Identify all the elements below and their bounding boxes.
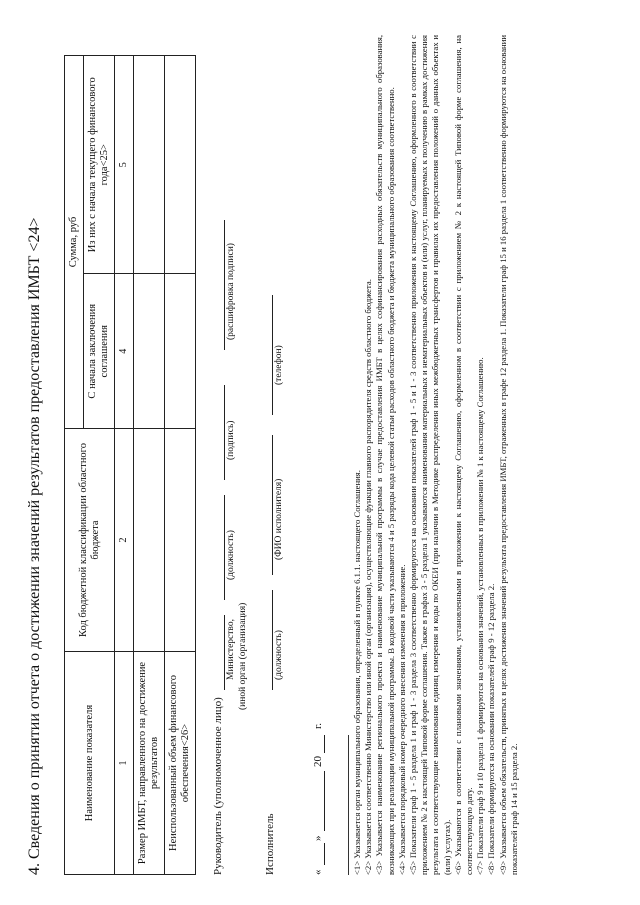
footnote: <1> Указывается орган муниципального образования, определенный в пункте 6.1.1. настоящего Соглашения. bbox=[352, 470, 362, 875]
head-label: Руководитель (уполномоченное лицо) bbox=[212, 697, 224, 875]
decoding-caption: (расшифровка подписи) bbox=[226, 243, 236, 340]
phone-caption: (телефон) bbox=[274, 345, 284, 385]
footnote: <9> Указывается объем обязательств, принятых в целях достижения значений результата предоставления ИМБТ, отраженных в графе 12 раздела 1. Показатели граф 15 и 16 раздела 1 соответственно формируются на основании показателей граф 14 и 15 раздела 2. bbox=[497, 35, 519, 875]
date-year: 20 bbox=[312, 756, 324, 767]
footnote: <2> Указывается соответственно Министерство или иной орган (организация), осуществляющие функции главного распорядителя средств областного бюджета. bbox=[363, 279, 374, 875]
footnote: <6> Указываются в соответствии с плановыми значениями, установленными в приложении к настоящему Соглашению, оформленном в соответствии с приложением № 2 к настоящей Типовой форме соглашения, на соответствующую дату. bbox=[452, 35, 475, 875]
footnote: <8> Показатели формируются на основании показателей граф 9 - 12 раздела 2. bbox=[486, 583, 497, 875]
date-open-quote: « bbox=[312, 869, 324, 875]
cell-empty bbox=[133, 56, 164, 274]
footnote: <4> Указывается порядковый номер очередного внесения изменения в приложение. bbox=[396, 564, 407, 875]
section-heading: 4. Сведения о принятии отчета о достижении значений результатов предоставления ИМБТ <24> bbox=[26, 217, 43, 875]
header-sum-group: Сумма, руб bbox=[65, 56, 84, 429]
phone-line bbox=[272, 295, 273, 415]
notes-separator bbox=[348, 735, 349, 875]
executor-label: Исполнитель bbox=[264, 813, 276, 875]
exec-name-caption: (ФИО исполнителя) bbox=[274, 478, 284, 560]
header-since-year: Из них с начала текущего финансового года<25> bbox=[84, 56, 115, 274]
exec-name-line bbox=[272, 435, 273, 575]
footnote: <7> Показатели граф 9 и 10 раздела 1 формируются на основании значений, установленных в приложении № 1 к настоящему Соглашению. bbox=[475, 357, 486, 875]
header-indicator: Наименование показателя bbox=[65, 652, 115, 875]
cell-empty bbox=[133, 429, 164, 652]
colnum-4: 4 bbox=[115, 274, 134, 429]
cell-empty bbox=[164, 56, 195, 274]
date-year-suffix: г. bbox=[312, 722, 324, 729]
date-month-line bbox=[324, 771, 325, 831]
cell-empty bbox=[164, 429, 195, 652]
signature-caption: (подпись) bbox=[226, 420, 236, 460]
ministry-note: (иной орган (организация) bbox=[238, 602, 248, 710]
cell-empty bbox=[133, 274, 164, 429]
colnum-2: 2 bbox=[115, 429, 134, 652]
position-line bbox=[224, 495, 225, 600]
header-kbk: Код бюджетной классификации областного бюджета bbox=[65, 429, 115, 652]
footnote: <5> Показатели граф 1 - 5 раздела 1 и граф 1 - 3 раздела 3 соответственно формируются на основании показателей граф 1 - 5 и 1 - 3 соответственно приложения к настоящему Соглашению, оформленного в соответствии с приложением № 2 к настоящей Типовой форме соглашения. Также в графах 3 - 5 раздела 1 указываются наименования материальных и нематериальных объектов и (или) услуг, планируемых к получению в рамках достижения результата и соответствующие наименования единиц измерения и коды по ОКЕИ (при наличии в Методике распределения иных межбюджетных трансфертов и правилах их предоставления положений о данных объектах и (или) услугах). bbox=[408, 35, 452, 875]
row-imbt-size: Размер ИМБТ, направленного на достижение результатов bbox=[133, 652, 164, 875]
decoding-line bbox=[224, 220, 225, 350]
date-year-line bbox=[324, 735, 325, 753]
date-close-quote: » bbox=[312, 835, 324, 841]
colnum-5: 5 bbox=[115, 56, 134, 274]
date-day-line bbox=[324, 843, 325, 865]
footnotes bbox=[352, 35, 520, 875]
exec-position-caption: (должность) bbox=[274, 630, 284, 680]
position-caption: (должность) bbox=[226, 530, 236, 580]
exec-position-line bbox=[272, 590, 273, 690]
head-org-line bbox=[224, 615, 225, 690]
colnum-1: 1 bbox=[115, 652, 134, 875]
cell-empty bbox=[164, 274, 195, 429]
row-unused-volume: Неиспользованный объем финансового обеспечения<26> bbox=[164, 652, 195, 875]
header-since-agreement: С начала заключения соглашения bbox=[84, 274, 115, 429]
results-table bbox=[64, 55, 196, 875]
ministry-label: Министерство, bbox=[226, 619, 236, 680]
signature-line bbox=[224, 385, 225, 480]
footnote: <3> Указывается наименование регионального проекта и наименование муниципальной программы в случае предоставления ИМБТ в целях софинансирования расходных обязательств муниципального образования, возникающих при реализации муниципальной программы. В кодовой части указываются 4 и 5 разряды кода целевой статьи расходов областного бюджета и бюджета муниципального образования соответственно. bbox=[374, 35, 396, 875]
